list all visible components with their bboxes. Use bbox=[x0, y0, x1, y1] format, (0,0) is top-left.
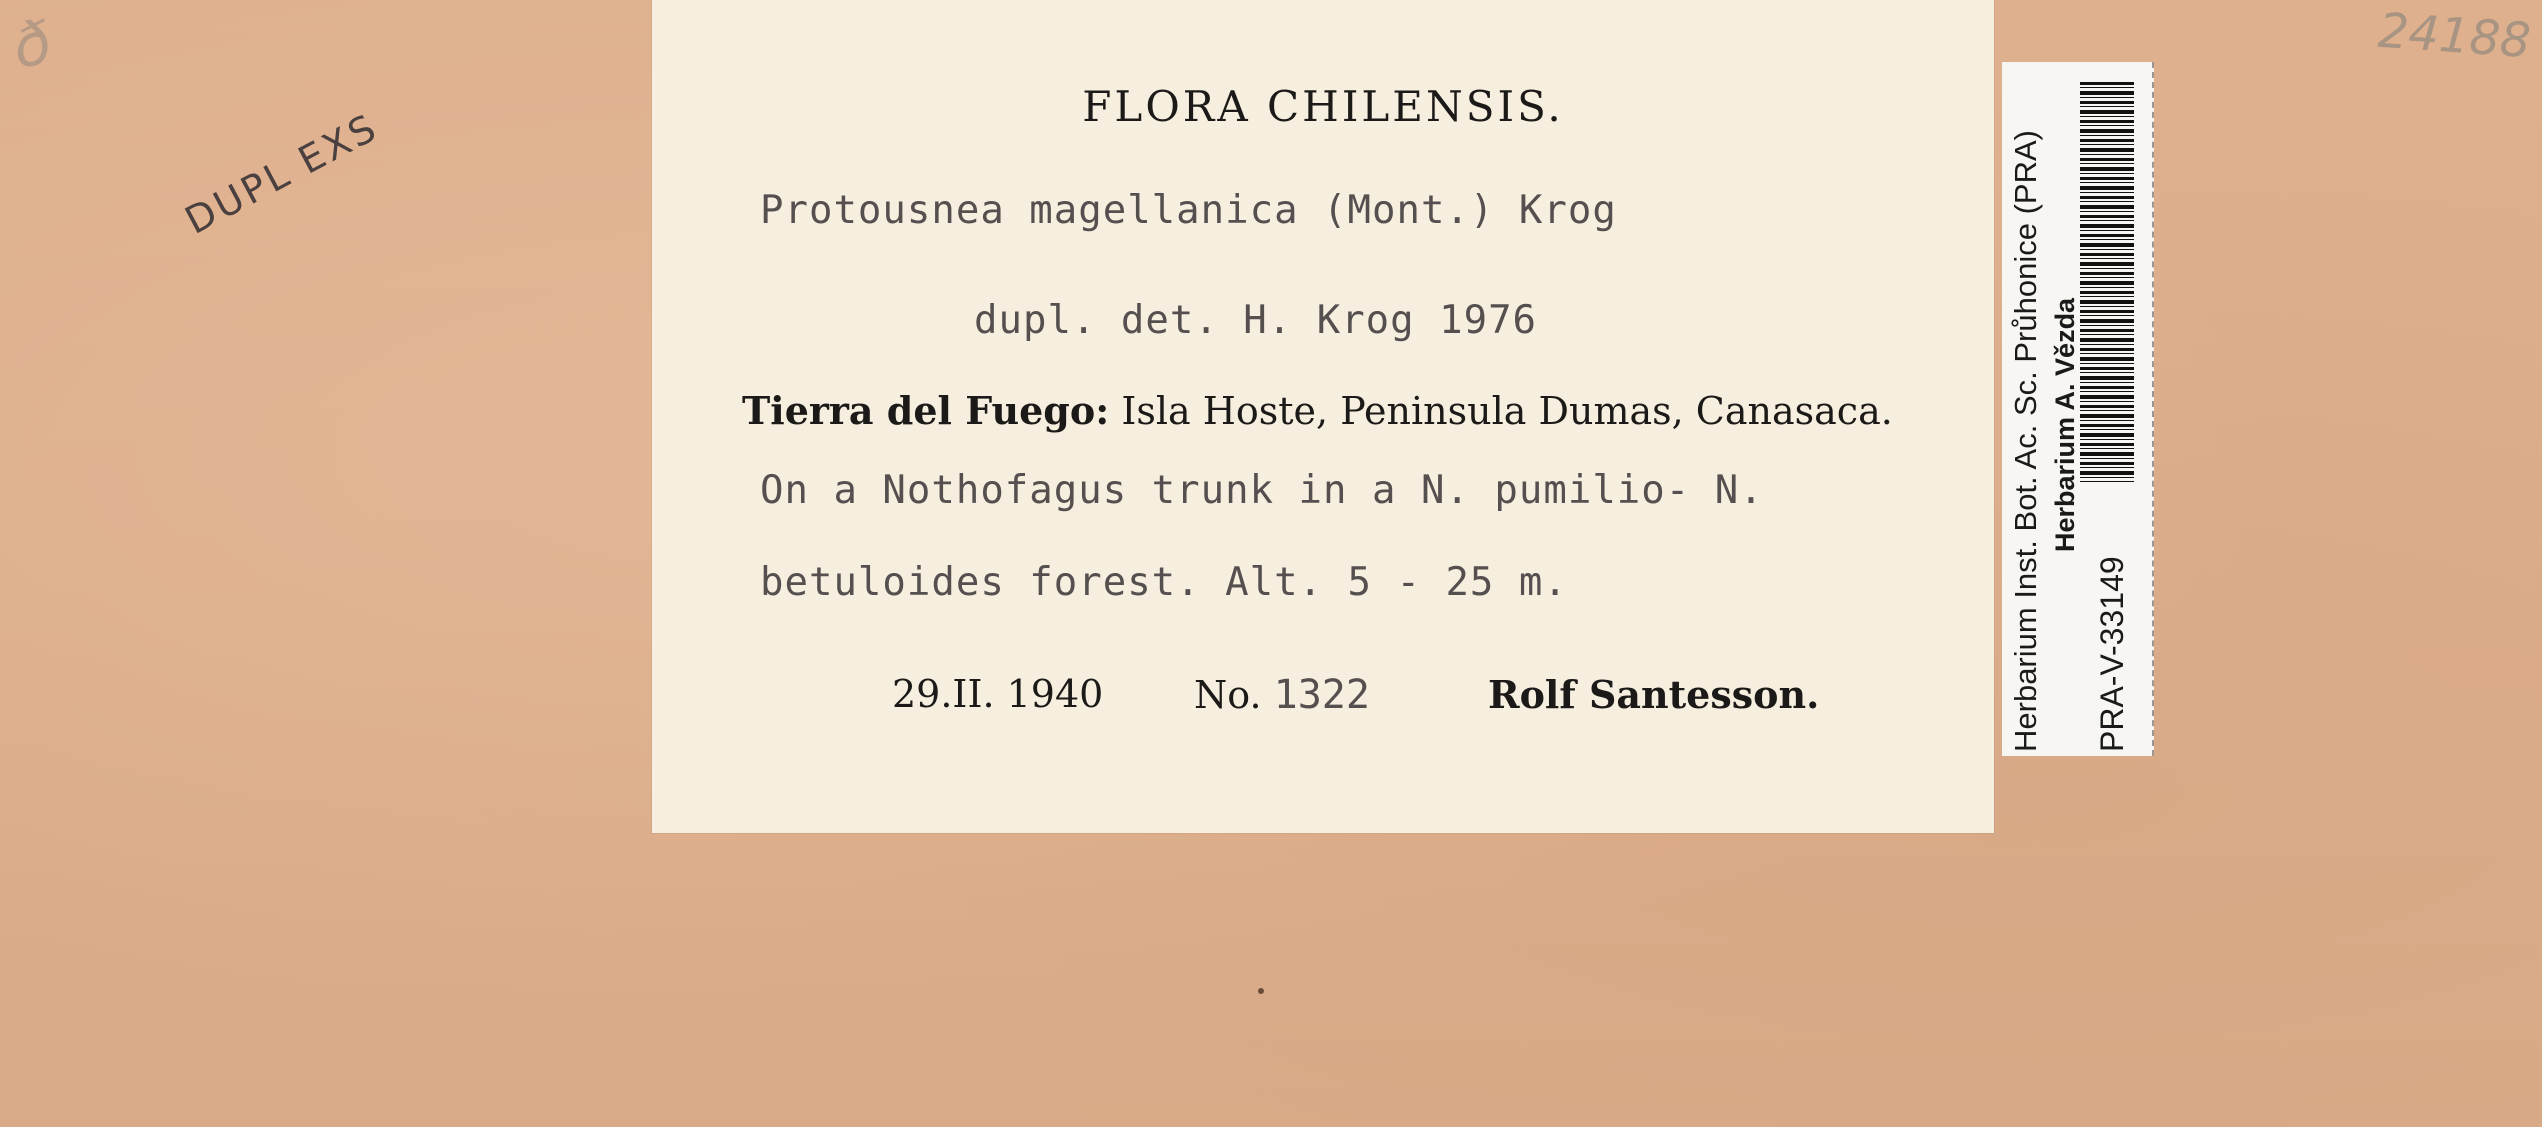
number-prefix: No. bbox=[1194, 673, 1262, 717]
label-title: FLORA CHILENSIS. bbox=[1082, 82, 1564, 131]
species-name: Protousnea magellanica (Mont.) Krog bbox=[760, 188, 1617, 233]
institution-name: Herbarium Inst. Bot. Ac. Sc. Průhonice (PRA) bbox=[2008, 130, 2043, 752]
determination: dupl. det. H. Krog 1976 bbox=[974, 298, 1538, 343]
locality-detail: Isla Hoste, Peninsula Dumas, Canasaca. bbox=[1121, 389, 1893, 433]
locality-region: Tierra del Fuego: bbox=[742, 388, 1110, 433]
specimen-id: PRA-V-33149 bbox=[2094, 556, 2130, 752]
herbarium-name: Herbarium A. Vězda bbox=[2050, 297, 2080, 552]
barcode-icon bbox=[2080, 82, 2134, 482]
pencil-mark-top-right: 24188 bbox=[2376, 2, 2533, 70]
habitat-line-1: On a Nothofagus trunk in a N. pumilio- N. bbox=[760, 468, 1764, 513]
barcode-label bbox=[2002, 62, 2154, 756]
collection-date: 29.II. 1940 bbox=[892, 672, 1104, 716]
number-value: 1322 bbox=[1273, 672, 1370, 718]
paper-speck bbox=[1258, 988, 1264, 994]
locality bbox=[742, 388, 1893, 433]
habitat-line-2: betuloides forest. Alt. 5 - 25 m. bbox=[760, 560, 1568, 605]
collection-number bbox=[1194, 672, 1370, 718]
pencil-mark-top-left: ð bbox=[8, 7, 57, 83]
collector-name: Rolf Santesson. bbox=[1488, 672, 1820, 717]
specimen-label bbox=[652, 0, 1994, 833]
duplicate-stamp: DUPL EXS bbox=[178, 104, 386, 243]
